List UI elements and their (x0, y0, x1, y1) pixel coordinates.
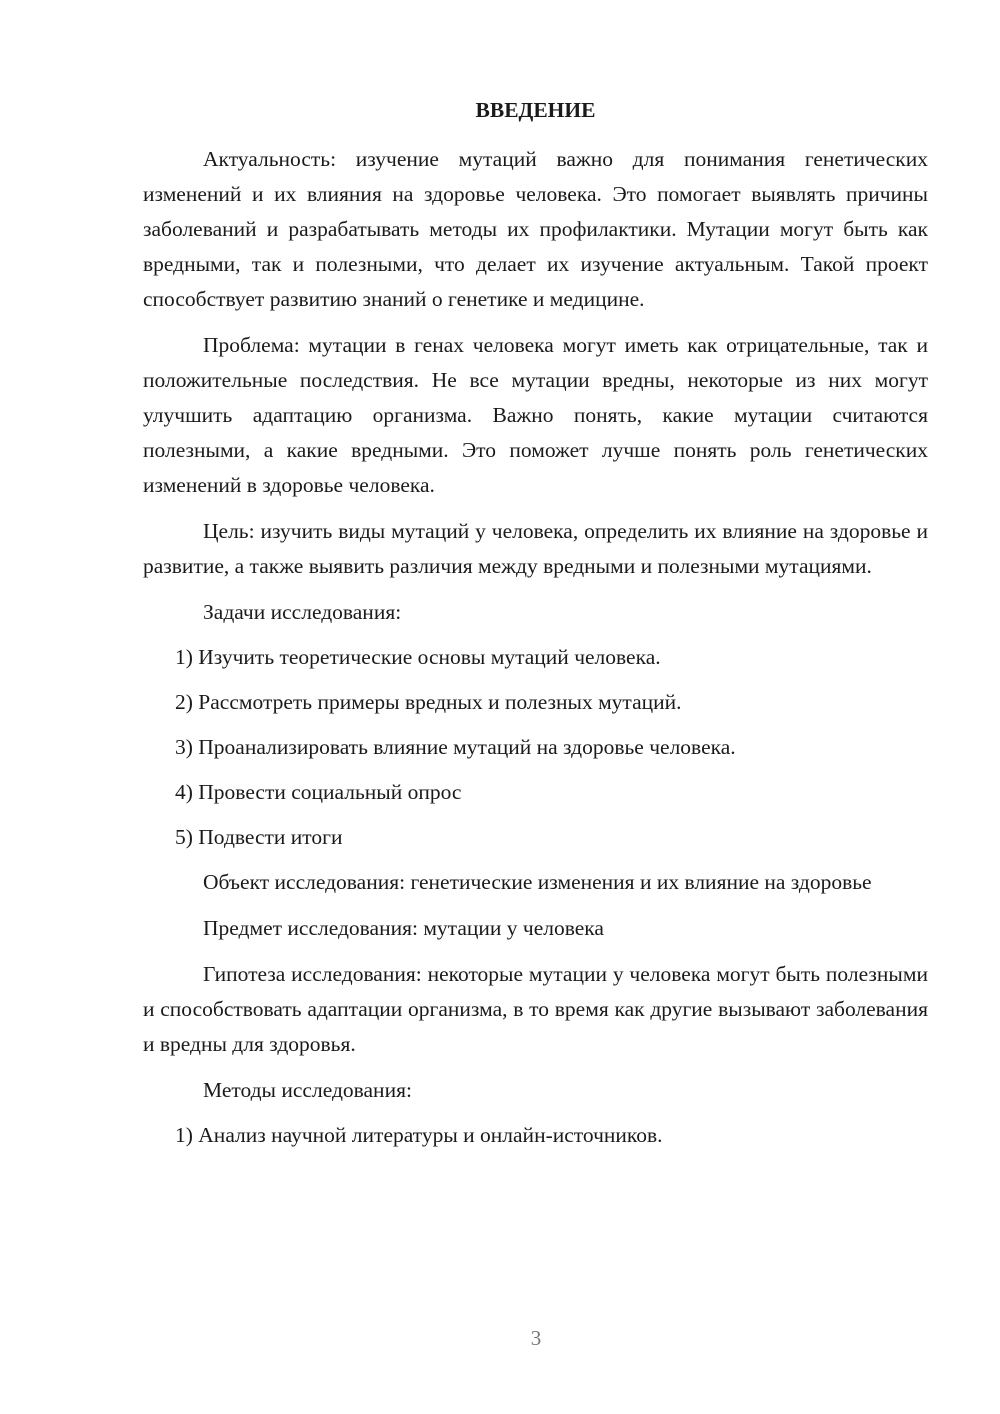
methods-list (143, 1118, 928, 1153)
page-number: 3 (530, 1326, 542, 1350)
hypothesis-paragraph: Гипотеза исследования: некоторые мутации у человека могут быть полезными и способствовать адаптации организма, в то время как другие вызывают заболевания и вредны для здоровья. (143, 962, 928, 1056)
list-item: 1) Анализ научной литературы и онлайн-источников. (175, 1123, 663, 1147)
tasks-heading: Задачи исследования: (203, 600, 402, 624)
page-content (143, 93, 928, 1163)
list-item: 2) Рассмотреть примеры вредных и полезных мутаций. (175, 690, 682, 714)
list-item: 5) Подвести итоги (175, 825, 343, 849)
methods-heading: Методы исследования: (203, 1078, 412, 1102)
problem-paragraph: Проблема: мутации в генах человека могут иметь как отрицательные, так и положительные последствия. Не все мутации вредны, некоторые из них могут улучшить адаптацию организма. Важно понять, какие мутации считаются полезными, а какие вредными. Это поможет лучше понять роль генетических изменений в здоровье человека. (143, 333, 928, 497)
relevance-paragraph: Актуальность: изучение мутаций важно для понимания генетических изменений и их влияния на здоровье человека. Это помогает выявлять причины заболеваний и разрабатывать методы их профилактики. Мутации могут быть как вредными, так и полезными, что делает их изучение актуальным. Такой проект способствует развитию знаний о генетике и медицине. (143, 147, 928, 311)
goal-paragraph: Цель: изучить виды мутаций у человека, определить их влияние на здоровье и развитие, а также выявить различия между вредными и полезными мутациями. (143, 519, 928, 578)
list-item: 4) Провести социальный опрос (175, 780, 462, 804)
section-title: ВВЕДЕНИЕ (475, 98, 596, 122)
object-paragraph: Объект исследования: генетические изменения и их влияние на здоровье (203, 870, 872, 894)
list-item: 1) Изучить теоретические основы мутаций человека. (175, 645, 661, 669)
list-item: 3) Проанализировать влияние мутаций на здоровье человека. (175, 735, 736, 759)
tasks-list (143, 640, 928, 855)
subject-paragraph: Предмет исследования: мутации у человека (203, 916, 604, 940)
